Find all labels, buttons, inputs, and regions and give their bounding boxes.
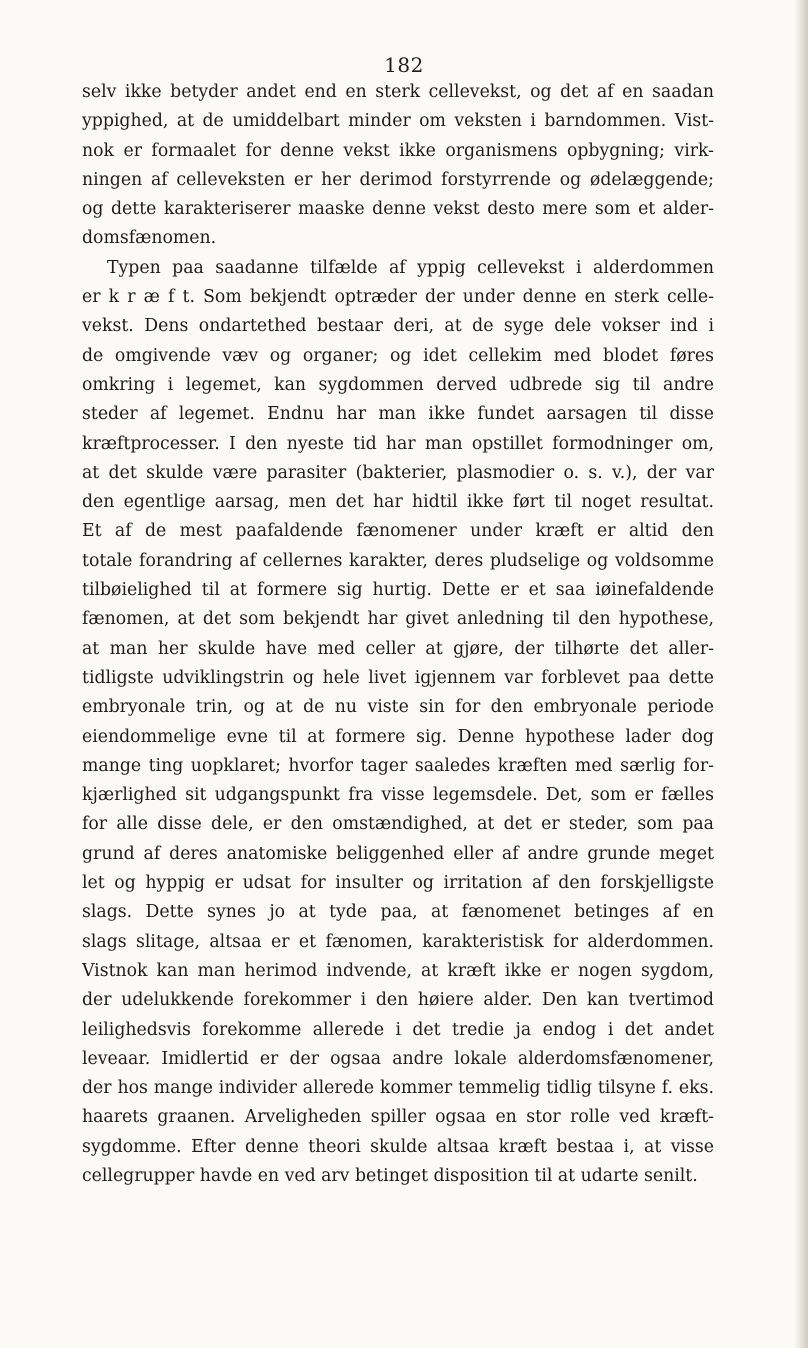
text-line-17: totale forandring af cellernes karakter, deres pludselige og voldsomme: [82, 550, 714, 571]
text-line-2: yppighed, at de umiddelbart minder om veksten i barndommen. Vist-: [82, 111, 714, 132]
text-line-26: for alle disse dele, er den omstændighed, at det er steder, som paa: [82, 814, 714, 835]
text-line-15: den egentlige aarsag, men det har hidtil ikke ført til noget resultat.: [82, 492, 714, 513]
text-line-5: og dette karakteriserer maaske denne vekst desto mere som et alder-: [82, 199, 714, 220]
text-line-21: tidligste udviklingstrin og hele livet igjennem var forblevet paa dette: [82, 667, 714, 688]
text-line-36: haarets graanen. Arveligheden spiller ogsaa en stor rolle ved kræft-: [82, 1107, 714, 1128]
text-line-35: der hos mange individer allerede kommer temmelig tidlig tilsyne f. eks.: [82, 1078, 714, 1099]
text-line-16: Et af de mest paafaldende fænomener under kræft er altid den: [82, 521, 714, 542]
page-edge-shadow: [794, 0, 808, 1348]
text-line-4: ningen af celleveksten er her derimod forstyrrende og ødelæggende;: [82, 169, 714, 190]
text-line-28: let og hyppig er udsat for insulter og irritation af den forskjelligste: [82, 873, 714, 894]
text-line-31: Vistnok kan man herimod indvende, at kræft ikke er nogen sygdom,: [82, 960, 714, 981]
text-line-19: fænomen, at det som bekjendt har givet anledning til den hypothese,: [82, 609, 714, 630]
text-line-13: kræftprocesser. I den nyeste tid har man opstillet formodninger om,: [82, 433, 714, 454]
text-line-23: eiendommelige evne til at formere sig. Denne hypothese lader dog: [82, 726, 714, 747]
text-line-14: at det skulde være parasiter (bakterier, plasmodier o. s. v.), der var: [82, 462, 714, 483]
text-line-11: omkring i legemet, kan sygdommen derved udbrede sig til andre: [82, 374, 714, 395]
text-line-38: cellegrupper havde en ved arv betinget disposition til at udarte senilt.: [82, 1165, 698, 1186]
text-line-29: slags. Dette synes jo at tyde paa, at fænomenet betinges af en: [82, 902, 714, 923]
text-line-25: kjærlighed sit udgangspunkt fra visse legemsdele. Det, som er fælles: [82, 785, 714, 806]
text-line-7: Typen paa saadanne tilfælde af yppig cellevekst i alderdommen: [107, 257, 714, 278]
text-line-3: nok er formaalet for denne vekst ikke organismens opbygning; virk-: [82, 140, 714, 161]
text-line-32: der udelukkende forekommer i den høiere alder. Den kan tvertimod: [82, 990, 714, 1011]
text-line-12: steder af legemet. Endnu har man ikke fundet aarsagen til disse: [82, 404, 714, 425]
text-line-20: at man her skulde have med celler at gjøre, der tilhørte det aller-: [82, 638, 714, 659]
text-line-30: slags slitage, altsaa er et fænomen, karakteristisk for alderdommen.: [82, 931, 714, 952]
text-line-24: mange ting uopklaret; hvorfor tager saaledes kræften med særlig for-: [82, 755, 714, 776]
text-line-34: leveaar. Imidlertid er der ogsaa andre lokale alderdomsfænomener,: [82, 1048, 714, 1069]
text-line-33: leilighedsvis forekomme allerede i det tredie ja endog i det andet: [82, 1019, 714, 1040]
text-line-6: domsfænomen.: [82, 228, 217, 249]
text-line-18: tilbøielighed til at formere sig hurtig. Dette er et saa iøinefaldende: [82, 580, 714, 601]
text-line-8: er k r æ f t. Som bekjendt optræder der under denne en sterk celle-: [82, 287, 714, 308]
text-line-22: embryonale trin, og at de nu viste sin for den embryonale periode: [82, 697, 714, 718]
text-line-9: vekst. Dens ondartethed bestaar deri, at de syge dele vokser ind i: [82, 316, 714, 337]
body-text: [82, 78, 714, 1191]
page-number: 182: [384, 53, 424, 77]
text-line-27: grund af deres anatomiske beliggenhed eller af andre grunde meget: [82, 843, 714, 864]
text-line-1: selv ikke betyder andet end en sterk cellevekst, og det af en saadan: [82, 82, 714, 102]
text-line-10: de omgivende væv og organer; og idet cellekim med blodet føres: [82, 345, 714, 366]
text-line-37: sygdomme. Efter denne theori skulde altsaa kræft bestaa i, at visse: [82, 1136, 714, 1157]
